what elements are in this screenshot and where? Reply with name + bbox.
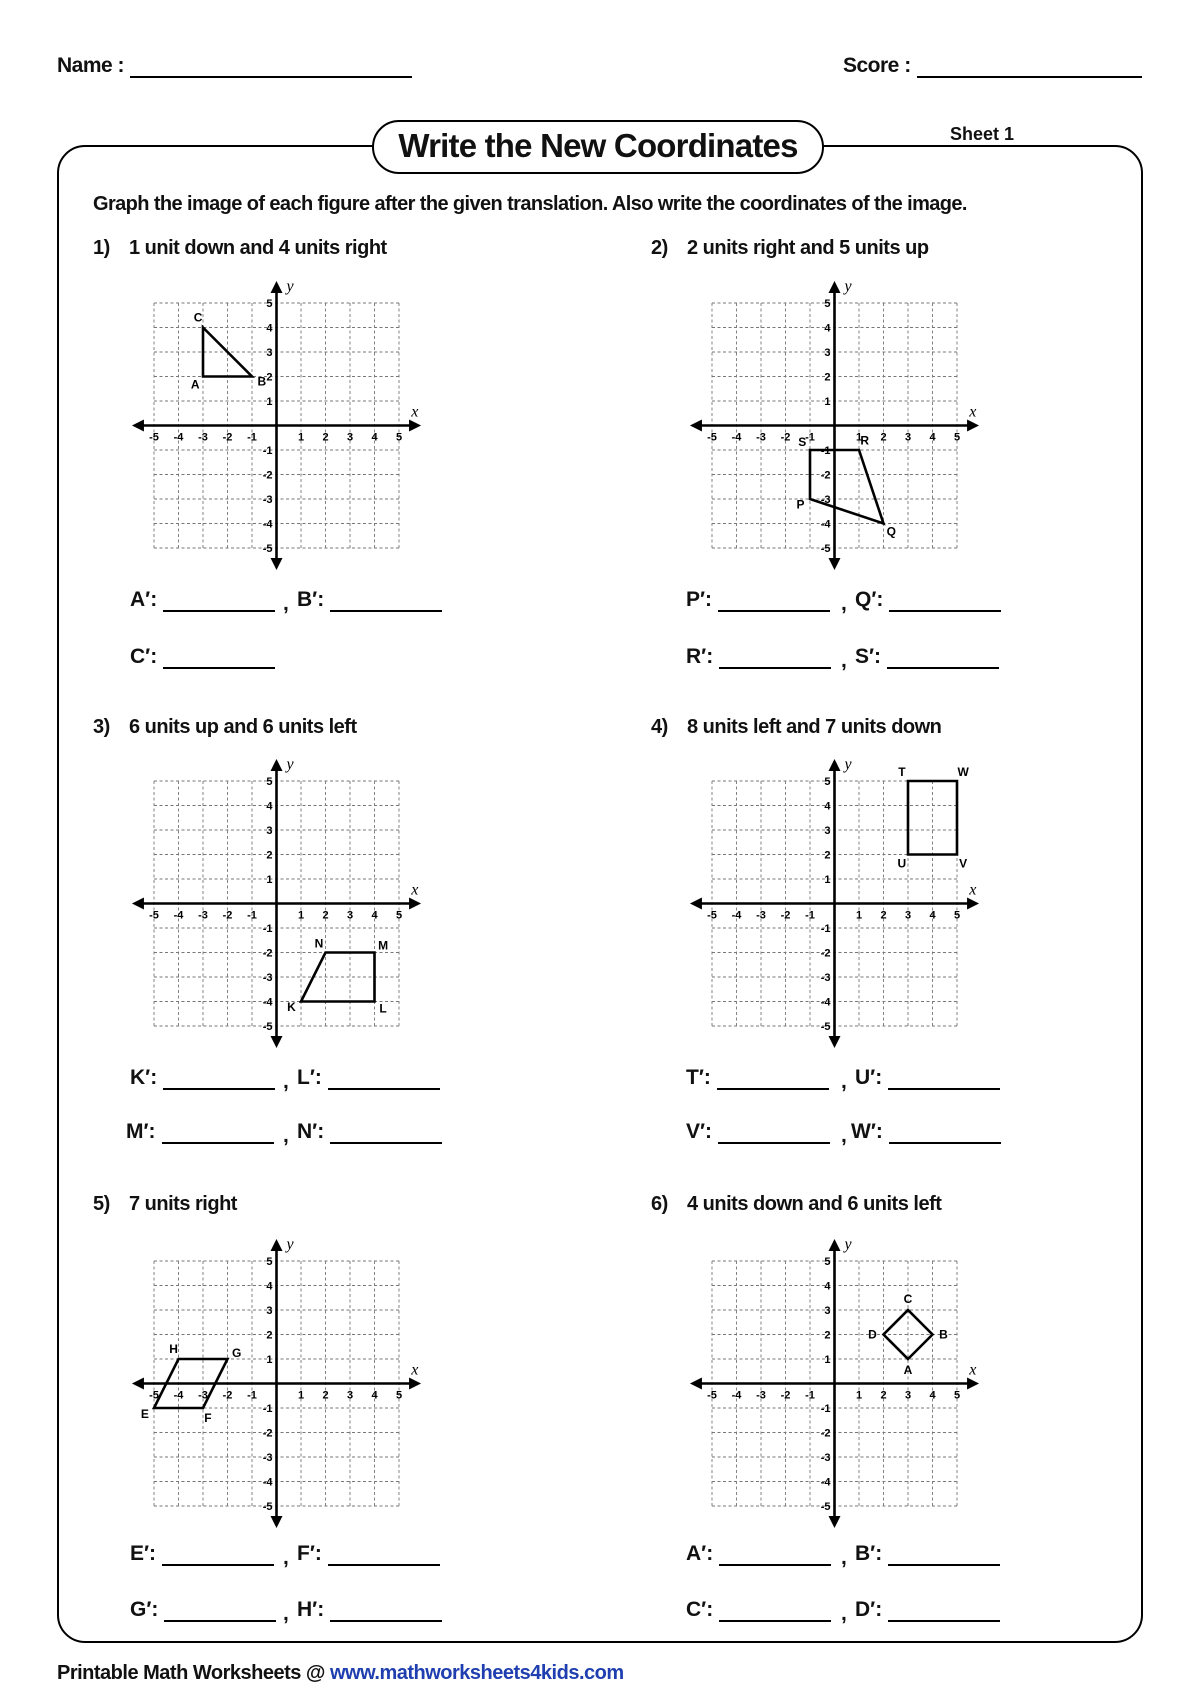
y-axis-label: y bbox=[286, 277, 294, 295]
answer-field[interactable]: D′: bbox=[855, 1598, 1000, 1622]
answer-line[interactable] bbox=[328, 1070, 440, 1090]
answer-field[interactable]: H′: bbox=[297, 1598, 442, 1622]
x-tick-label: 4 bbox=[370, 909, 378, 921]
answer-field[interactable]: B′: bbox=[297, 588, 442, 612]
vertex-label: V bbox=[958, 856, 967, 871]
y-tick-label: 5 bbox=[823, 775, 830, 788]
y-arrow-up bbox=[828, 280, 840, 292]
problem-4-title: 4) 8 units left and 7 units down bbox=[651, 716, 942, 738]
x-arrow-right bbox=[967, 1377, 979, 1389]
x-axis-label: x bbox=[410, 1361, 418, 1378]
y-tick-label: 2 bbox=[265, 1329, 272, 1341]
y-tick-label: 1 bbox=[823, 1353, 830, 1366]
x-tick-label: 5 bbox=[953, 909, 960, 921]
x-arrow-left bbox=[131, 1377, 143, 1389]
problem-2-title: 2) 2 units right and 5 units up bbox=[651, 237, 929, 259]
y-tick-label: 1 bbox=[823, 395, 830, 408]
problem-5-title: 5) 7 units right bbox=[93, 1193, 237, 1215]
y-arrow-up bbox=[828, 1238, 840, 1250]
x-tick-label: 1 bbox=[297, 431, 304, 443]
y-tick-label: 2 bbox=[265, 371, 272, 383]
x-arrow-right bbox=[967, 897, 979, 909]
x-tick-label: -5 bbox=[148, 909, 159, 921]
y-tick-label: -5 bbox=[820, 1020, 830, 1033]
x-tick-label: -1 bbox=[246, 909, 257, 921]
x-tick-label: -5 bbox=[148, 431, 159, 443]
answer-field[interactable]: T′: bbox=[686, 1066, 829, 1090]
y-tick-label: 3 bbox=[265, 824, 272, 837]
problem-4-grid[interactable] bbox=[672, 741, 997, 1066]
score-line[interactable] bbox=[917, 56, 1142, 78]
problem-3-title: 3) 6 units up and 6 units left bbox=[93, 716, 357, 738]
y-tick-label: -5 bbox=[262, 542, 272, 555]
x-tick-label: 2 bbox=[879, 1389, 887, 1401]
problem-1-title: 1) 1 unit down and 4 units right bbox=[93, 237, 387, 259]
y-tick-label: 3 bbox=[823, 1304, 830, 1317]
x-arrow-left bbox=[131, 897, 143, 909]
y-tick-label: 4 bbox=[823, 322, 830, 334]
x-tick-label: 2 bbox=[321, 1389, 329, 1401]
vertex-label: M bbox=[377, 938, 388, 953]
x-arrow-left bbox=[689, 1377, 701, 1389]
answer-line[interactable] bbox=[163, 592, 275, 612]
x-tick-label: -1 bbox=[246, 431, 257, 443]
y-tick-label: -2 bbox=[820, 947, 830, 959]
problem-5-grid[interactable] bbox=[114, 1221, 439, 1546]
x-tick-label: -3 bbox=[197, 1389, 208, 1401]
answer-line[interactable] bbox=[889, 1124, 1001, 1144]
x-tick-label: -3 bbox=[755, 431, 766, 443]
vertex-label: C bbox=[903, 1291, 912, 1306]
y-tick-label: -1 bbox=[820, 922, 830, 935]
x-arrow-right bbox=[409, 1377, 421, 1389]
answer-field[interactable]: W′: bbox=[851, 1120, 1001, 1144]
answer-line[interactable] bbox=[889, 592, 1001, 612]
answer-line[interactable] bbox=[330, 1602, 442, 1622]
answer-line[interactable] bbox=[717, 1070, 829, 1090]
vertex-label: C bbox=[193, 310, 202, 325]
y-tick-label: 4 bbox=[823, 1280, 830, 1292]
footer bbox=[57, 1662, 624, 1685]
vertex-label: A bbox=[903, 1362, 912, 1377]
answer-line[interactable] bbox=[718, 1124, 830, 1144]
x-tick-label: 4 bbox=[928, 431, 936, 443]
x-tick-label: 4 bbox=[928, 1389, 936, 1401]
x-tick-label: 1 bbox=[297, 909, 304, 921]
name-line[interactable] bbox=[130, 56, 412, 78]
answer-field[interactable]: A′: bbox=[686, 1542, 831, 1566]
x-tick-label: 2 bbox=[321, 909, 329, 921]
vertex-label: E bbox=[140, 1406, 149, 1421]
vertex-label: S bbox=[797, 434, 806, 449]
vertex-label: T bbox=[897, 764, 906, 779]
y-tick-label: -2 bbox=[820, 1427, 830, 1439]
x-tick-label: 1 bbox=[855, 909, 862, 921]
y-tick-label: -3 bbox=[262, 971, 272, 984]
answer-line[interactable] bbox=[887, 649, 999, 669]
y-tick-label: -4 bbox=[820, 996, 830, 1008]
y-tick-label: -5 bbox=[820, 1500, 830, 1513]
answer-line[interactable] bbox=[328, 1546, 440, 1566]
problem-6-title: 6) 4 units down and 6 units left bbox=[651, 1193, 942, 1215]
x-tick-label: 5 bbox=[953, 431, 960, 443]
y-arrow-down bbox=[270, 1036, 282, 1048]
y-arrow-down bbox=[828, 1036, 840, 1048]
worksheet-title: Write the New Coordinates bbox=[372, 120, 824, 174]
answer-line[interactable] bbox=[330, 1124, 442, 1144]
answer-field[interactable]: Q′: bbox=[855, 588, 1001, 612]
x-tick-label: -3 bbox=[755, 909, 766, 921]
vertex-label: L bbox=[378, 1000, 387, 1015]
x-tick-label: 1 bbox=[297, 1389, 304, 1401]
y-tick-label: 2 bbox=[823, 1329, 830, 1341]
answer-line[interactable] bbox=[888, 1546, 1000, 1566]
x-tick-label: -5 bbox=[706, 431, 717, 443]
comma: , bbox=[841, 592, 847, 615]
y-tick-label: -2 bbox=[820, 469, 830, 481]
answer-line[interactable] bbox=[162, 1124, 274, 1144]
x-tick-label: 4 bbox=[370, 1389, 378, 1401]
x-tick-label: -2 bbox=[780, 431, 790, 443]
x-tick-label: 5 bbox=[395, 909, 402, 921]
x-tick-label: -2 bbox=[780, 1389, 790, 1401]
x-tick-label: 5 bbox=[395, 431, 402, 443]
comma: , bbox=[283, 1546, 289, 1569]
x-tick-label: -2 bbox=[222, 431, 232, 443]
y-tick-label: 2 bbox=[265, 849, 272, 861]
answer-line[interactable] bbox=[888, 1602, 1000, 1622]
x-tick-label: -4 bbox=[731, 909, 741, 921]
x-tick-label: 3 bbox=[346, 909, 353, 921]
y-tick-label: -3 bbox=[820, 971, 830, 984]
y-tick-label: 3 bbox=[265, 346, 272, 359]
y-tick-label: -4 bbox=[262, 1476, 272, 1488]
x-tick-label: 2 bbox=[879, 909, 887, 921]
x-tick-label: -5 bbox=[148, 1389, 159, 1401]
x-tick-label: -4 bbox=[173, 431, 183, 443]
x-arrow-left bbox=[131, 419, 143, 431]
answer-field[interactable]: U′: bbox=[855, 1066, 1000, 1090]
x-arrow-left bbox=[689, 419, 701, 431]
y-axis-label: y bbox=[286, 1235, 294, 1253]
vertex-label: Q bbox=[886, 523, 896, 538]
y-tick-label: 5 bbox=[265, 297, 272, 310]
vertex-label: N bbox=[314, 936, 323, 951]
answer-field[interactable]: S′: bbox=[855, 645, 999, 669]
x-axis-label: x bbox=[968, 403, 976, 420]
y-tick-label: 1 bbox=[265, 1353, 272, 1366]
comma: , bbox=[841, 649, 847, 672]
problem-3-grid[interactable] bbox=[114, 741, 439, 1066]
problem-6-grid[interactable] bbox=[672, 1221, 997, 1546]
y-tick-label: 4 bbox=[823, 800, 830, 812]
instructions: Graph the image of each figure after the given translation. Also write the coordinates of the image. bbox=[93, 193, 967, 215]
footer-link[interactable]: www.mathworksheets4kids.com bbox=[329, 1662, 624, 1684]
y-tick-label: -3 bbox=[820, 1451, 830, 1464]
y-arrow-up bbox=[270, 1238, 282, 1250]
answer-field[interactable]: B′: bbox=[855, 1542, 1000, 1566]
x-axis-label: x bbox=[410, 403, 418, 420]
y-tick-label: 3 bbox=[265, 1304, 272, 1317]
vertex-label: A bbox=[190, 376, 200, 391]
x-axis-label: x bbox=[410, 881, 418, 898]
figure-polygon bbox=[810, 450, 884, 524]
y-axis-label: y bbox=[844, 277, 852, 295]
comma: , bbox=[841, 1070, 847, 1093]
answer-line[interactable] bbox=[163, 649, 275, 669]
comma: , bbox=[283, 1602, 289, 1625]
answer-line[interactable] bbox=[719, 1602, 831, 1622]
y-tick-label: -1 bbox=[820, 1402, 830, 1415]
name-label: Name : bbox=[57, 54, 125, 77]
x-tick-label: -3 bbox=[755, 1389, 766, 1401]
y-tick-label: -1 bbox=[262, 444, 272, 457]
x-tick-label: -3 bbox=[197, 431, 208, 443]
y-arrow-up bbox=[270, 280, 282, 292]
answer-field[interactable]: E′: bbox=[130, 1542, 274, 1566]
vertex-label: H bbox=[168, 1341, 178, 1356]
y-tick-label: 4 bbox=[265, 800, 272, 812]
x-arrow-left bbox=[689, 897, 701, 909]
y-tick-label: -4 bbox=[262, 518, 272, 530]
y-arrow-up bbox=[828, 758, 840, 770]
vertex-label: D bbox=[867, 1327, 877, 1341]
score-field[interactable] bbox=[843, 54, 1142, 78]
y-axis-label: y bbox=[844, 755, 852, 773]
answer-line[interactable] bbox=[163, 1070, 275, 1090]
answer-field[interactable]: F′: bbox=[297, 1542, 440, 1566]
x-tick-label: -1 bbox=[804, 1389, 815, 1401]
x-tick-label: -1 bbox=[804, 431, 815, 443]
x-tick-label: 3 bbox=[346, 1389, 353, 1401]
x-tick-label: 3 bbox=[346, 431, 353, 443]
vertex-label: K bbox=[286, 999, 296, 1014]
y-tick-label: 5 bbox=[823, 297, 830, 310]
x-tick-label: -2 bbox=[780, 909, 790, 921]
score-label: Score : bbox=[843, 54, 911, 77]
x-arrow-right bbox=[409, 897, 421, 909]
comma: , bbox=[283, 1124, 289, 1147]
x-tick-label: 1 bbox=[855, 431, 862, 443]
y-tick-label: -1 bbox=[262, 1402, 272, 1415]
x-tick-label: 2 bbox=[321, 431, 329, 443]
y-tick-label: -4 bbox=[820, 1476, 830, 1488]
x-arrow-right bbox=[409, 419, 421, 431]
y-tick-label: 1 bbox=[823, 873, 830, 886]
y-arrow-down bbox=[828, 1516, 840, 1528]
vertex-label: G bbox=[231, 1345, 241, 1360]
comma: , bbox=[841, 1546, 847, 1569]
x-tick-label: 4 bbox=[370, 431, 378, 443]
vertex-label: R bbox=[859, 433, 869, 448]
y-tick-label: 2 bbox=[823, 849, 830, 861]
y-tick-label: 2 bbox=[823, 371, 830, 383]
problem-1-grid[interactable] bbox=[114, 263, 439, 588]
x-tick-label: 4 bbox=[928, 909, 936, 921]
y-tick-label: -2 bbox=[262, 947, 272, 959]
vertex-label: U bbox=[897, 856, 906, 871]
comma: , bbox=[841, 1602, 847, 1625]
vertex-label: B bbox=[257, 373, 266, 388]
y-tick-label: -1 bbox=[820, 444, 830, 457]
x-tick-label: -1 bbox=[246, 1389, 257, 1401]
answer-field[interactable]: C′: bbox=[130, 645, 275, 669]
x-tick-label: -3 bbox=[197, 909, 208, 921]
answer-field[interactable]: A′: bbox=[130, 588, 275, 612]
y-tick-label: 5 bbox=[265, 775, 272, 788]
x-tick-label: -2 bbox=[222, 909, 232, 921]
y-tick-label: -2 bbox=[262, 469, 272, 481]
y-tick-label: -4 bbox=[262, 996, 272, 1008]
y-tick-label: -3 bbox=[262, 493, 272, 506]
y-tick-label: -3 bbox=[262, 1451, 272, 1464]
y-tick-label: -3 bbox=[820, 493, 830, 506]
vertex-label: B bbox=[938, 1327, 948, 1341]
x-tick-label: -1 bbox=[804, 909, 815, 921]
y-tick-label: 1 bbox=[265, 873, 272, 886]
y-tick-label: 5 bbox=[265, 1255, 272, 1268]
y-axis-label: y bbox=[286, 755, 294, 773]
x-axis-label: x bbox=[968, 881, 976, 898]
vertex-label: F bbox=[203, 1410, 212, 1425]
answer-line[interactable] bbox=[718, 592, 830, 612]
y-tick-label: -5 bbox=[820, 542, 830, 555]
comma: , bbox=[283, 592, 289, 615]
x-tick-label: 1 bbox=[855, 1389, 862, 1401]
answer-line[interactable] bbox=[162, 1546, 274, 1566]
answer-line[interactable] bbox=[719, 649, 831, 669]
answer-field[interactable]: V′: bbox=[686, 1120, 830, 1144]
y-tick-label: 4 bbox=[265, 1280, 272, 1292]
x-tick-label: -5 bbox=[706, 909, 717, 921]
y-tick-label: 3 bbox=[823, 346, 830, 359]
x-tick-label: -4 bbox=[173, 909, 183, 921]
y-arrow-down bbox=[828, 558, 840, 570]
x-tick-label: 5 bbox=[395, 1389, 402, 1401]
answer-field[interactable]: P′: bbox=[686, 588, 830, 612]
answer-line[interactable] bbox=[164, 1602, 276, 1622]
sheet-label: Sheet 1 bbox=[950, 124, 1015, 144]
y-arrow-down bbox=[270, 558, 282, 570]
footer-text: Printable Math Worksheets @ bbox=[57, 1662, 325, 1684]
y-tick-label: -4 bbox=[820, 518, 830, 530]
answer-field[interactable]: R′: bbox=[686, 645, 831, 669]
answer-field[interactable]: M′: bbox=[126, 1120, 274, 1144]
vertex-label: P bbox=[796, 497, 805, 512]
x-tick-label: 3 bbox=[904, 909, 911, 921]
x-axis-label: x bbox=[968, 1361, 976, 1378]
y-tick-label: -5 bbox=[262, 1020, 272, 1033]
name-field[interactable] bbox=[57, 54, 412, 78]
x-tick-label: -2 bbox=[222, 1389, 232, 1401]
y-tick-label: 4 bbox=[265, 322, 272, 334]
answer-field[interactable]: C′: bbox=[686, 1598, 831, 1622]
answer-field[interactable]: L′: bbox=[297, 1066, 440, 1090]
answer-field[interactable]: N′: bbox=[297, 1120, 442, 1144]
x-tick-label: 3 bbox=[904, 431, 911, 443]
y-tick-label: 1 bbox=[265, 395, 272, 408]
x-tick-label: -4 bbox=[731, 431, 741, 443]
y-tick-label: -2 bbox=[262, 1427, 272, 1439]
answer-field[interactable]: G′: bbox=[130, 1598, 276, 1622]
x-tick-label: 5 bbox=[953, 1389, 960, 1401]
y-tick-label: 5 bbox=[823, 1255, 830, 1268]
y-arrow-up bbox=[270, 758, 282, 770]
x-tick-label: 2 bbox=[879, 431, 887, 443]
y-tick-label: -1 bbox=[262, 922, 272, 935]
y-arrow-down bbox=[270, 1516, 282, 1528]
comma: , bbox=[283, 1070, 289, 1093]
y-tick-label: 3 bbox=[823, 824, 830, 837]
x-arrow-right bbox=[967, 419, 979, 431]
x-tick-label: -5 bbox=[706, 1389, 717, 1401]
comma: , bbox=[841, 1124, 847, 1147]
answer-field[interactable]: K′: bbox=[130, 1066, 275, 1090]
problem-2-grid[interactable] bbox=[672, 263, 997, 588]
y-tick-label: -5 bbox=[262, 1500, 272, 1513]
x-tick-label: -4 bbox=[173, 1389, 183, 1401]
answer-line[interactable] bbox=[719, 1546, 831, 1566]
x-tick-label: 3 bbox=[904, 1389, 911, 1401]
y-axis-label: y bbox=[844, 1235, 852, 1253]
answer-line[interactable] bbox=[888, 1070, 1000, 1090]
vertex-label: W bbox=[956, 764, 969, 779]
x-tick-label: -4 bbox=[731, 1389, 741, 1401]
answer-line[interactable] bbox=[330, 592, 442, 612]
